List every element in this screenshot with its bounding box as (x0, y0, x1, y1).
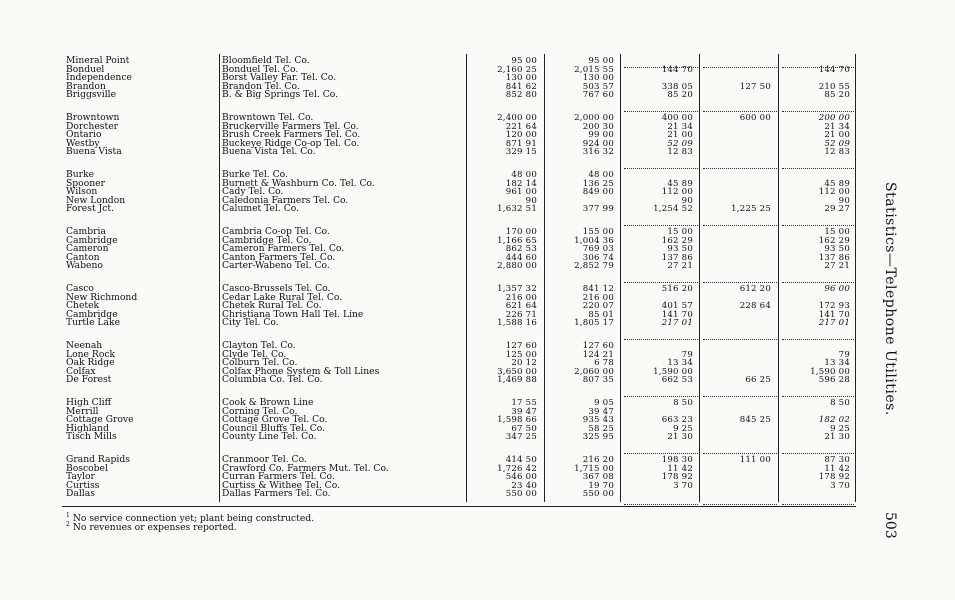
company-cell: Clyde Tel. Co. (222, 349, 287, 360)
table-bottom-rule (62, 506, 856, 507)
amount-c1: 841 62 (505, 81, 537, 92)
place-cell: Curtiss (66, 480, 100, 491)
amount-c5: 79 (838, 349, 850, 360)
amount-c2: 130 00 (582, 73, 614, 84)
amount-c5: 1,590 00 (810, 366, 850, 377)
place-cell: Brandon (66, 81, 106, 92)
amount-c3: 112 00 (661, 187, 693, 198)
amount-c3: 21 34 (667, 121, 693, 132)
amount-c1: 1,357 32 (497, 284, 537, 294)
amount-c5: 21 00 (824, 130, 850, 141)
amount-c3: 137 86 (661, 252, 693, 263)
place-cell: Colfax (66, 366, 96, 377)
amount-c3: 21 00 (667, 130, 693, 141)
dotted-separator (782, 396, 854, 397)
amount-c5: 162 29 (818, 235, 850, 246)
company-cell: Chetek Rural Tel. Co. (222, 301, 322, 312)
place-cell: Lone Rock (66, 349, 116, 360)
footnote-1: $^1$ No service connection yet; plant being constructed. (66, 512, 315, 525)
amount-c4: 127 50 (739, 81, 771, 92)
amount-c3: 401 57 (661, 301, 693, 312)
dotted-separator (624, 339, 698, 340)
amount-c4: 845 25 (739, 415, 771, 426)
amount-c1: 862 53 (505, 244, 537, 255)
amount-c1: 546 00 (505, 472, 537, 483)
dotted-separator (782, 168, 854, 169)
dotted-separator (703, 67, 777, 68)
amount-c1: 125 00 (505, 349, 537, 360)
amount-c5: 210 55 (818, 81, 850, 92)
amount-c5: 172 93 (818, 301, 850, 312)
company-cell: Cranmoor Tel. Co. (222, 455, 307, 465)
amount-c1: 20 12 (511, 358, 537, 369)
place-cell: Briggsville (66, 90, 117, 101)
amount-c5: 141 70 (818, 309, 850, 320)
company-cell: Cambria Co-op Tel. Co. (222, 227, 330, 237)
company-cell: Cambridge Tel. Co. (222, 235, 312, 246)
place-cell: Dorchester (66, 121, 119, 132)
amount-c5: 52 09 (824, 138, 850, 149)
amount-c1: 1,598 66 (497, 415, 537, 426)
amount-c2: 849 00 (582, 187, 614, 198)
amount-c5: 137 86 (818, 252, 850, 263)
place-cell: Forest Jct. (66, 204, 115, 215)
amount-c3: 198 30 (661, 455, 693, 465)
dotted-separator (624, 111, 698, 112)
amount-c2: 769 03 (582, 244, 614, 255)
amount-c5: 85 20 (824, 90, 850, 101)
amount-c1: 414 50 (505, 455, 537, 465)
place-cell: Burke (66, 170, 95, 180)
amount-c4: 228 64 (739, 301, 771, 312)
place-cell: Canton (66, 252, 100, 263)
company-cell: Colburn Tel. Co. (222, 358, 298, 369)
amount-c4: 612 20 (739, 284, 771, 294)
dotted-separator (782, 225, 854, 226)
amount-c2: 216 00 (582, 292, 614, 303)
company-cell: Curtiss & Withee Tel. Co. (222, 480, 340, 491)
dotted-separator (624, 453, 698, 454)
amount-c1: 221 64 (505, 121, 537, 132)
amount-c4: 66 25 (745, 375, 771, 386)
place-cell: Highland (66, 423, 109, 434)
place-cell: Chetek (66, 301, 100, 312)
amount-c2: 99 00 (588, 130, 614, 141)
company-cell: Cook & Brown Line (222, 398, 314, 408)
place-cell: Wilson (66, 187, 98, 198)
company-cell: Cameron Farmers Tel. Co. (222, 244, 345, 255)
amount-c5: 13 34 (824, 358, 850, 369)
amount-c1: 961 00 (505, 187, 537, 198)
dotted-separator (703, 225, 777, 226)
company-cell: Canton Farmers Tel. Co. (222, 252, 336, 263)
dotted-separator (624, 282, 698, 283)
amount-c2: 1,004 36 (574, 235, 614, 246)
place-cell: Cameron (66, 244, 109, 255)
place-cell: Mineral Point (66, 56, 130, 66)
dotted-separator (703, 168, 777, 169)
amount-c5: 45 89 (824, 178, 850, 189)
amount-c2: 58 25 (588, 423, 614, 434)
amount-c5: 178 92 (818, 472, 850, 483)
company-cell: Burke Tel. Co. (222, 170, 288, 180)
place-cell: Wabeno (66, 261, 103, 272)
amount-c2: 124 21 (582, 349, 614, 360)
place-cell: Merrill (66, 406, 99, 417)
amount-c2: 367 08 (582, 472, 614, 483)
amount-c2: 2,852 79 (574, 261, 614, 272)
amount-c3: 12 83 (667, 147, 693, 158)
amount-c1: 182 14 (505, 178, 537, 189)
dotted-separator (624, 67, 698, 68)
column-rule (544, 54, 545, 502)
amount-c5: 182 02 (818, 415, 850, 426)
amount-c4: 111 00 (739, 455, 771, 465)
amount-c2: 1,715 00 (574, 463, 614, 474)
place-cell: Independence (66, 73, 132, 84)
amount-c3: 178 92 (661, 472, 693, 483)
amount-c2: 316 32 (582, 147, 614, 158)
company-cell: Crawford Co. Farmers Mut. Tel. Co. (222, 463, 389, 474)
amount-c1: 329 15 (505, 147, 537, 158)
company-cell: Buena Vista Tel. Co. (222, 147, 316, 158)
amount-c3: 21 30 (667, 432, 693, 443)
amount-c4: 600 00 (739, 113, 771, 123)
amount-c5: 12 83 (824, 147, 850, 158)
amount-c5: 27 21 (824, 261, 850, 272)
amount-c5: 29 27 (824, 204, 850, 215)
amount-c3: 1,254 52 (653, 204, 693, 215)
amount-c1: 1,632 51 (497, 204, 537, 215)
amount-c5: 96 00 (824, 284, 850, 294)
dotted-separator (703, 504, 777, 505)
amount-c2: 127 60 (582, 341, 614, 351)
amount-c3: 85 20 (667, 90, 693, 101)
amount-c1: 67 50 (511, 423, 537, 434)
amount-c3: 9 25 (673, 423, 693, 434)
amount-c3: 45 89 (667, 178, 693, 189)
amount-c1: 120 00 (505, 130, 537, 141)
amount-c2: 306 74 (582, 252, 614, 263)
amount-c5: 15 00 (824, 227, 850, 237)
dotted-separator (624, 396, 698, 397)
amount-c3: 663 23 (661, 415, 693, 426)
amount-c2: 9 05 (594, 398, 614, 408)
amount-c1: 130 00 (505, 73, 537, 84)
company-cell: Cady Tel. Co. (222, 187, 284, 198)
amount-c1: 2,400 00 (497, 113, 537, 123)
dotted-separator (782, 111, 854, 112)
dotted-separator (782, 67, 854, 68)
amount-c1: 3,650 00 (497, 366, 537, 377)
amount-c5: 21 34 (824, 121, 850, 132)
amount-c3: 93 50 (667, 244, 693, 255)
amount-c1: 1,469 88 (497, 375, 537, 386)
amount-c2: 325 95 (582, 432, 614, 443)
place-cell: Dallas (66, 489, 95, 500)
amount-c3: 27 21 (667, 261, 693, 272)
dotted-separator (703, 111, 777, 112)
amount-c3: 3 70 (673, 480, 693, 491)
company-cell: Buckeye Ridge Co-op Tel. Co. (222, 138, 360, 149)
amount-c5: 596 28 (818, 375, 850, 386)
dotted-separator (782, 282, 854, 283)
company-cell: Brandon Tel. Co. (222, 81, 300, 92)
amount-c1: 170 00 (505, 227, 537, 237)
amount-c1: 1,588 16 (497, 318, 537, 329)
amount-c2: 841 12 (582, 284, 614, 294)
dotted-separator (782, 504, 854, 505)
amount-c1: 226 71 (505, 309, 537, 320)
amount-c3: 1,590 00 (653, 366, 693, 377)
place-cell: Neenah (66, 341, 103, 351)
place-cell: Cambria (66, 227, 106, 237)
place-cell: Cambridge (66, 309, 118, 320)
amount-c3: 15 00 (667, 227, 693, 237)
amount-c2: 924 00 (582, 138, 614, 149)
company-cell: Burnett & Washburn Co. Tel. Co. (222, 178, 375, 189)
amount-c2: 377 99 (582, 204, 614, 215)
amount-c2: 767 60 (582, 90, 614, 101)
dotted-separator (624, 225, 698, 226)
amount-c3: 11 42 (667, 463, 693, 474)
amount-c1: 90 (525, 195, 537, 206)
place-cell: Spooner (66, 178, 105, 189)
amount-c3: 141 70 (661, 309, 693, 320)
place-cell: De Forest (66, 375, 112, 386)
place-cell: Boscobel (66, 463, 108, 474)
amount-c1: 39 47 (511, 406, 537, 417)
amount-c2: 1,805 17 (574, 318, 614, 329)
company-cell: City Tel. Co. (222, 318, 279, 329)
company-cell: Borst Valley Far. Tel. Co. (222, 73, 337, 84)
dotted-separator (703, 282, 777, 283)
amount-c3: 400 00 (661, 113, 693, 123)
amount-c2: 2,000 00 (574, 113, 614, 123)
company-cell: Dallas Farmers Tel. Co. (222, 489, 331, 500)
amount-c1: 48 00 (511, 170, 537, 180)
place-cell: Browntown (66, 113, 120, 123)
company-cell: Calumet Tel. Co. (222, 204, 300, 215)
company-cell: Cottage Grove Tel. Co. (222, 415, 328, 426)
amount-c3: 52 09 (667, 138, 693, 149)
amount-c3: 13 34 (667, 358, 693, 369)
amount-c1: 95 00 (511, 56, 537, 66)
amount-c2: 39 47 (588, 406, 614, 417)
place-cell: Oak Ridge (66, 358, 115, 369)
amount-c5: 90 (838, 195, 850, 206)
amount-c2: 807 35 (582, 375, 614, 386)
amount-c3: 516 20 (661, 284, 693, 294)
side-title: Statistics—Telephone Utilities. (882, 182, 898, 416)
place-cell: Westby (66, 138, 100, 149)
column-rule (620, 54, 621, 502)
amount-c1: 347 25 (505, 432, 537, 443)
dotted-separator (782, 339, 854, 340)
place-cell: High Cliff (66, 398, 112, 408)
dotted-separator (703, 453, 777, 454)
amount-c5: 21 30 (824, 432, 850, 443)
place-cell: Ontario (66, 130, 102, 141)
place-cell: Buena Vista (66, 147, 122, 158)
amount-c2: 155 00 (582, 227, 614, 237)
amount-c5: 217 01 (818, 318, 850, 329)
dotted-separator (624, 504, 698, 505)
dotted-separator (703, 396, 777, 397)
amount-c5: 144 70 (818, 64, 850, 75)
page-number: 503 (882, 512, 898, 539)
place-cell: Turtle Lake (66, 318, 121, 329)
amount-c3: 144 70 (661, 64, 693, 75)
amount-c1: 444 60 (505, 252, 537, 263)
column-rule (219, 54, 220, 502)
amount-c1: 550 00 (505, 489, 537, 500)
company-cell: Bonduel Tel. Co. (222, 64, 299, 75)
amount-c3: 338 05 (661, 81, 693, 92)
amount-c2: 220 07 (582, 301, 614, 312)
column-rule (466, 54, 467, 502)
company-cell: Curran Farmers Tel. Co. (222, 472, 335, 483)
amount-c5: 11 42 (824, 463, 850, 474)
amount-c5: 200 00 (818, 113, 850, 123)
place-cell: Cambridge (66, 235, 118, 246)
company-cell: Clayton Tel. Co. (222, 341, 296, 351)
amount-c1: 23 40 (511, 480, 537, 491)
dotted-separator (624, 168, 698, 169)
amount-c2: 200 30 (582, 121, 614, 132)
company-cell: Council Bluffs Tel. Co. (222, 423, 326, 434)
company-cell: Carter-Wabeno Tel. Co. (222, 261, 330, 272)
amount-c3: 79 (681, 349, 693, 360)
place-cell: New London (66, 195, 126, 206)
amount-c2: 216 20 (582, 455, 614, 465)
company-cell: Browntown Tel. Co. (222, 113, 314, 123)
company-cell: Corning Tel. Co. (222, 406, 298, 417)
company-cell: Casco-Brussels Tel. Co. (222, 284, 331, 294)
place-cell: Bonduel (66, 64, 105, 75)
amount-c3: 217 01 (661, 318, 693, 329)
amount-c3: 8 50 (673, 398, 693, 408)
place-cell: Tisch Mills (66, 432, 117, 443)
amount-c2: 95 00 (588, 56, 614, 66)
column-rule (855, 54, 856, 502)
company-cell: B. & Big Springs Tel. Co. (222, 90, 339, 101)
company-cell: Bloomfield Tel. Co. (222, 56, 310, 66)
amount-c5: 112 00 (818, 187, 850, 198)
place-cell: Grand Rapids (66, 455, 130, 465)
amount-c5: 8 50 (830, 398, 850, 408)
company-cell: Bruckerville Farmers Tel. Co. (222, 121, 359, 132)
amount-c2: 85 01 (588, 309, 614, 320)
place-cell: Cottage Grove (66, 415, 134, 426)
amount-c1: 1,726 42 (497, 463, 537, 474)
amount-c2: 935 43 (582, 415, 614, 426)
place-cell: Casco (66, 284, 94, 294)
amount-c5: 93 50 (824, 244, 850, 255)
amount-c5: 87 30 (824, 455, 850, 465)
footnote-2: $^2$ No revenues or expenses reported. (66, 521, 237, 534)
amount-c1: 1,166 65 (497, 235, 537, 246)
amount-c2: 2,015 55 (574, 64, 614, 75)
amount-c3: 662 53 (661, 375, 693, 386)
dotted-separator (782, 453, 854, 454)
column-rule (699, 54, 700, 502)
amount-c3: 90 (681, 195, 693, 206)
amount-c5: 9 25 (830, 423, 850, 434)
amount-c1: 17 55 (511, 398, 537, 408)
column-rule (778, 54, 779, 502)
place-cell: New Richmond (66, 292, 138, 303)
company-cell: Brush Creek Farmers Tel. Co. (222, 130, 361, 141)
amount-c2: 19 70 (588, 480, 614, 491)
amount-c2: 503 57 (582, 81, 614, 92)
amount-c1: 127 60 (505, 341, 537, 351)
amount-c1: 2,880 00 (497, 261, 537, 272)
amount-c2: 136 25 (582, 178, 614, 189)
amount-c1: 852 80 (505, 90, 537, 101)
company-cell: Colfax Phone System & Toll Lines (222, 366, 380, 377)
amount-c5: 3 70 (830, 480, 850, 491)
company-cell: Christiana Town Hall Tel. Line (222, 309, 364, 320)
amount-c1: 871 91 (505, 138, 537, 149)
amount-c1: 621 64 (505, 301, 537, 312)
place-cell: Taylor (66, 472, 95, 483)
company-cell: Columbia Co. Tel. Co. (222, 375, 323, 386)
amount-c3: 162 29 (661, 235, 693, 246)
company-cell: Cedar Lake Rural Tel. Co. (222, 292, 343, 303)
amount-c2: 6 78 (594, 358, 614, 369)
amount-c1: 2,160 25 (497, 64, 537, 75)
amount-c4: 1,225 25 (731, 204, 771, 215)
amount-c2: 550 00 (582, 489, 614, 500)
dotted-separator (703, 339, 777, 340)
amount-c2: 2,060 00 (574, 366, 614, 377)
company-cell: County Line Tel. Co. (222, 432, 317, 443)
company-cell: Caledonia Farmers Tel. Co. (222, 195, 349, 206)
amount-c1: 216 00 (505, 292, 537, 303)
amount-c2: 48 00 (588, 170, 614, 180)
